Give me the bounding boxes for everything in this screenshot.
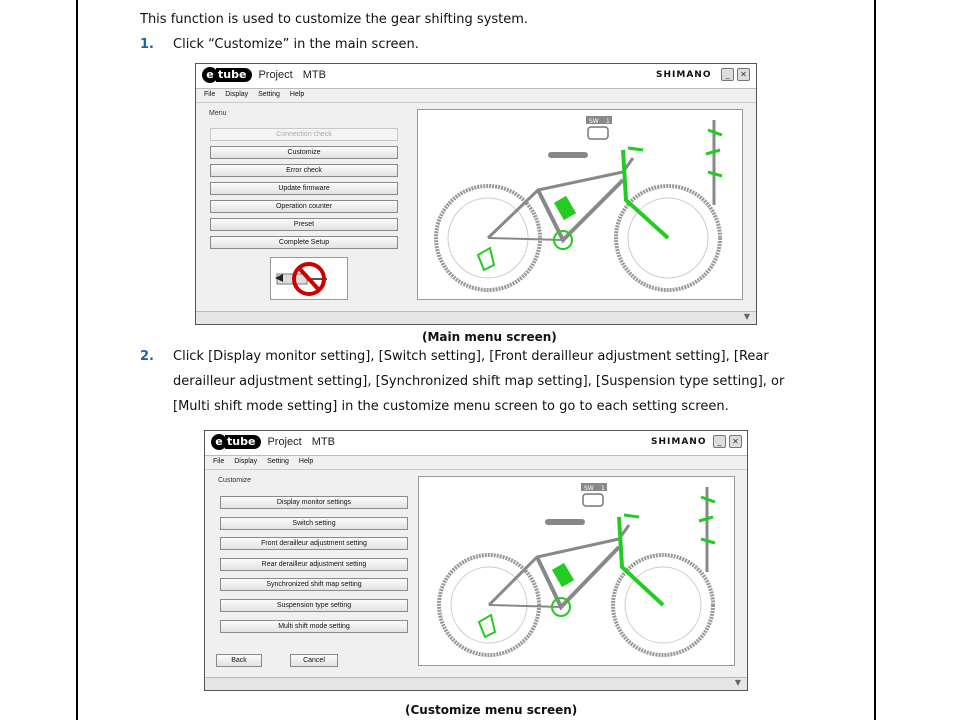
menu-setting[interactable]: Setting	[258, 91, 280, 98]
saddle	[548, 152, 588, 158]
intro-text: This function is used to customize the gear shifting system.	[140, 12, 529, 27]
saddle	[545, 519, 585, 525]
page-border-right	[874, 0, 876, 720]
sw-badge-label: SW	[584, 485, 594, 492]
synchronized-shift-map-button[interactable]: Synchronized shift map setting	[220, 578, 408, 591]
step-1-number: 1.	[140, 37, 154, 52]
title-bar	[205, 431, 747, 456]
no-connection-warning-image	[270, 257, 348, 300]
sw-badge-number: 1	[606, 118, 610, 125]
connection-check-button[interactable]: Connection check	[210, 128, 398, 141]
bike-diagram-panel	[417, 109, 743, 300]
status-bar	[205, 677, 747, 690]
suspension-type-button[interactable]: Suspension type setting	[220, 599, 408, 612]
section-label-menu: Menu	[209, 110, 227, 117]
preset-button[interactable]: Preset	[210, 218, 398, 231]
etube-logo: e tube Project MTB	[202, 67, 326, 83]
page-border-left	[76, 0, 78, 720]
step-2-number: 2.	[140, 349, 154, 364]
close-button[interactable]: ✕	[729, 435, 742, 448]
menu-help[interactable]: Help	[289, 91, 305, 98]
step-1-text: Click “Customize” in the main screen.	[173, 37, 419, 52]
shimano-brand: SHIMANO	[656, 70, 712, 80]
status-bar	[196, 311, 756, 324]
menu-setting[interactable]: Setting	[267, 458, 289, 465]
menu-display[interactable]: Display	[225, 91, 249, 98]
update-firmware-button[interactable]: Update firmware	[210, 182, 398, 195]
app-subtitle: MTB	[311, 436, 335, 448]
bike-diagram	[418, 110, 742, 299]
bike-diagram-panel	[418, 476, 735, 666]
etube-logo: e tube Project MTB	[211, 434, 335, 450]
app-title: Project	[267, 436, 302, 448]
bike-diagram	[419, 477, 734, 665]
menu-help[interactable]: Help	[298, 458, 314, 465]
customize-button[interactable]: Customize	[210, 146, 398, 159]
back-button[interactable]: Back	[216, 654, 262, 667]
menu-file[interactable]: File	[204, 91, 216, 98]
shimano-brand: SHIMANO	[651, 437, 707, 447]
sw-badge-label: SW	[589, 118, 599, 125]
multi-shift-mode-button[interactable]: Multi shift mode setting	[220, 620, 408, 633]
main-menu-window	[195, 63, 757, 325]
customize-screen-caption: (Customize menu screen)	[405, 703, 578, 717]
rear-derailleur-adjustment-button[interactable]: Rear derailleur adjustment setting	[220, 558, 408, 571]
error-check-button[interactable]: Error check	[210, 164, 398, 177]
switch-setting-button[interactable]: Switch setting	[220, 517, 408, 530]
complete-setup-button[interactable]: Complete Setup	[210, 236, 398, 249]
chevron-down-icon: ▼	[734, 678, 741, 687]
app-subtitle: MTB	[302, 69, 326, 81]
app-title: Project	[258, 69, 293, 81]
step-2-line2: derailleur adjustment setting], [Synchronized shift map setting], [Suspension type setting], or	[173, 374, 785, 389]
title-bar	[196, 64, 756, 89]
close-button[interactable]: ✕	[737, 68, 750, 81]
battery	[552, 563, 574, 587]
battery	[554, 196, 576, 220]
menu-bar	[196, 88, 756, 103]
switch-icon	[583, 494, 603, 506]
menu-display[interactable]: Display	[234, 458, 258, 465]
chevron-down-icon: ▼	[743, 312, 750, 321]
rear-derailleur	[479, 615, 495, 637]
customize-menu-window	[204, 430, 748, 691]
minimize-button[interactable]: _	[713, 435, 726, 448]
menu-bar	[205, 455, 747, 470]
front-derailleur-adjustment-button[interactable]: Front derailleur adjustment setting	[220, 537, 408, 550]
rear-derailleur	[478, 248, 494, 270]
section-label-customize: Customize	[218, 477, 252, 484]
main-screen-caption: (Main menu screen)	[422, 330, 557, 344]
step-2-line3: [Multi shift mode setting] in the customize menu screen to go to each setting screen.	[173, 399, 729, 414]
operation-counter-button[interactable]: Operation counter	[210, 200, 398, 213]
sw-badge-number: 1	[601, 485, 605, 492]
cancel-button[interactable]: Cancel	[290, 654, 338, 667]
menu-file[interactable]: File	[213, 458, 225, 465]
switch-icon	[588, 127, 608, 139]
step-2-line1: Click [Display monitor setting], [Switch setting], [Front derailleur adjustment setting], [Rear	[173, 349, 769, 364]
minimize-button[interactable]: _	[721, 68, 734, 81]
display-monitor-settings-button[interactable]: Display monitor settings	[220, 496, 408, 509]
